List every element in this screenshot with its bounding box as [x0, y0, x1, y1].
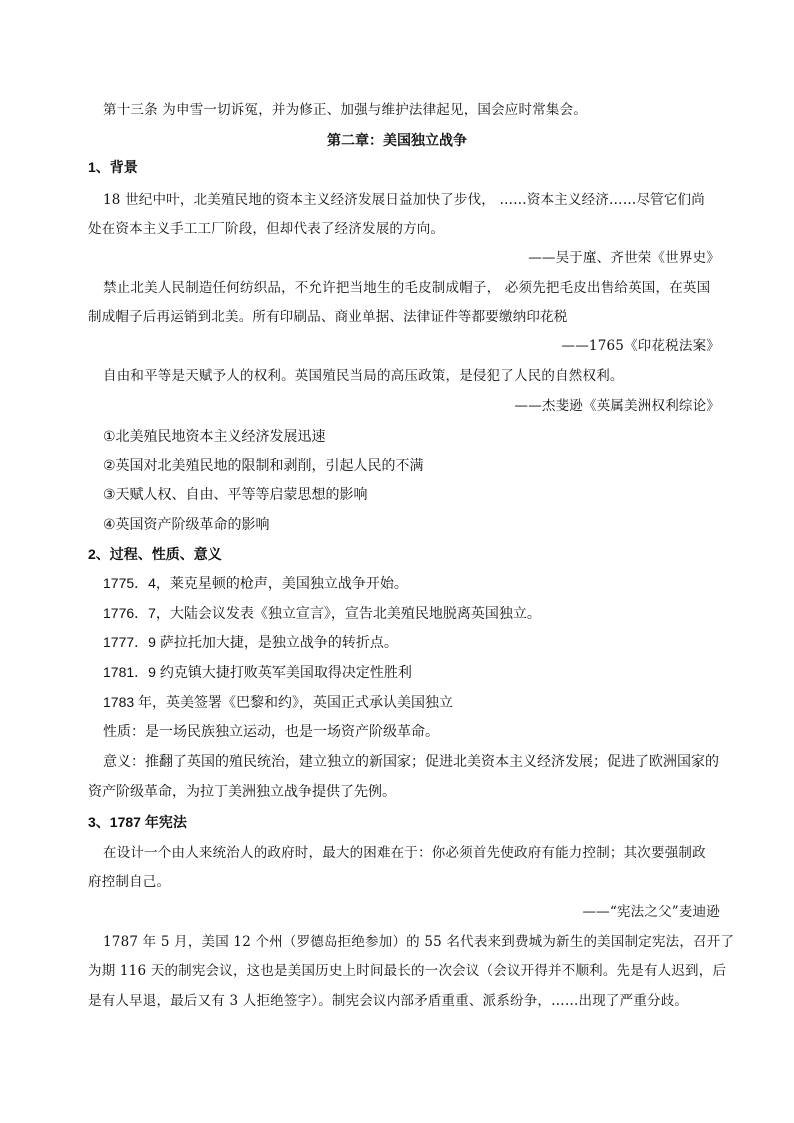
convention-para-line-1: 1787 年 5 月，美国 12 个州（罗德岛拒绝参加）的 55 名代表来到费城为新生的美国制定宪法，召开了: [103, 934, 735, 950]
quote-3-line-1: 自由和平等是天赋予人的权利。英国殖民当局的高压政策，是侵犯了人民的自然权利。: [103, 368, 624, 384]
quote-1-source: ——吴于廑、齐世荣《世界史》: [528, 250, 720, 266]
chapter-title: 第二章：美国独立战争: [327, 132, 467, 148]
section-heading-constitution: 3、1787 年宪法: [88, 814, 187, 830]
significance-line-2: 资产阶级革命，为拉丁美洲独立战争提供了先例。: [88, 783, 396, 799]
quote-1-line-1: 18 世纪中叶，北美殖民地的资本主义经济发展日益加快了步伐， ……资本主义经济……尽管它们尚: [103, 192, 705, 208]
event-1775: 1775．4，莱克星顿的枪声，美国独立战争开始。: [103, 575, 408, 591]
convention-para-line-2: 为期 116 天的制宪会议，这也是美国历史上时间最长的一次会议（会议开得并不顺利。先是有人迟到，后: [88, 963, 727, 979]
quote-2-source: ——1765《印花税法案》: [561, 338, 720, 354]
section-heading-background: 1、背景: [88, 159, 138, 175]
event-1777: 1777．9 萨拉托加大捷，是独立战争的转折点。: [103, 634, 398, 650]
section-heading-process: 2、过程、性质、意义: [88, 546, 222, 562]
madison-quote-line-1: 在设计一个由人来统治人的政府时，最大的困难在于：你必须首先使政府有能力控制；其次要强制政: [103, 845, 706, 861]
event-1783: 1783 年，英美签署《巴黎和约》，英国正式承认美国独立: [103, 694, 454, 710]
background-point-3: ③天赋人权、自由、平等等启蒙思想的影响: [103, 486, 368, 502]
event-1776: 1776．7，大陆会议发表《独立宣言》，宣告北美殖民地脱离英国独立。: [103, 605, 541, 621]
significance-line-1: 意义：推翻了英国的殖民统治，建立独立的新国家；促进北美资本主义经济发展；促进了欧洲国家的: [103, 753, 719, 769]
quote-3-source: ——杰斐逊《英属美洲权利综论》: [514, 398, 720, 414]
madison-quote-source: ——“宪法之父”麦迪逊: [582, 904, 720, 920]
background-point-4: ④英国资产阶级革命的影响: [103, 516, 270, 532]
nature-text: 性质：是一场民族独立运动，也是一场资产阶级革命。: [103, 723, 439, 739]
background-point-1: ①北美殖民地资本主义经济发展迅速: [103, 428, 326, 444]
article-13-text: 第十三条 为申雪一切诉冤，并为修正、加强与维护法律起见，国会应时常集会。: [103, 102, 587, 118]
background-point-2: ②英国对北美殖民地的限制和剥削，引起人民的不满: [103, 457, 424, 473]
quote-2-line-1: 禁止北美人民制造任何纺织品，不允许把当地生的毛皮制成帽子， 必须先把毛皮出售给英国，在英国: [103, 280, 711, 296]
madison-quote-line-2: 府控制自己。: [88, 874, 171, 890]
quote-1-line-2: 处在资本主义手工工厂阶段，但却代表了经济发展的方向。: [88, 221, 445, 237]
convention-para-line-3: 是有人早退，最后又有 3 人拒绝签字）。制宪会议内部矛盾重重、派系纷争，……出现了严重分歧。: [88, 993, 689, 1009]
quote-2-line-2: 制成帽子后再运销到北美。所有印刷品、商业单据、法律证件等都要缴纳印花税: [88, 309, 568, 325]
event-1781: 1781．9 约克镇大捷打败英军美国取得决定性胜利: [103, 664, 412, 680]
